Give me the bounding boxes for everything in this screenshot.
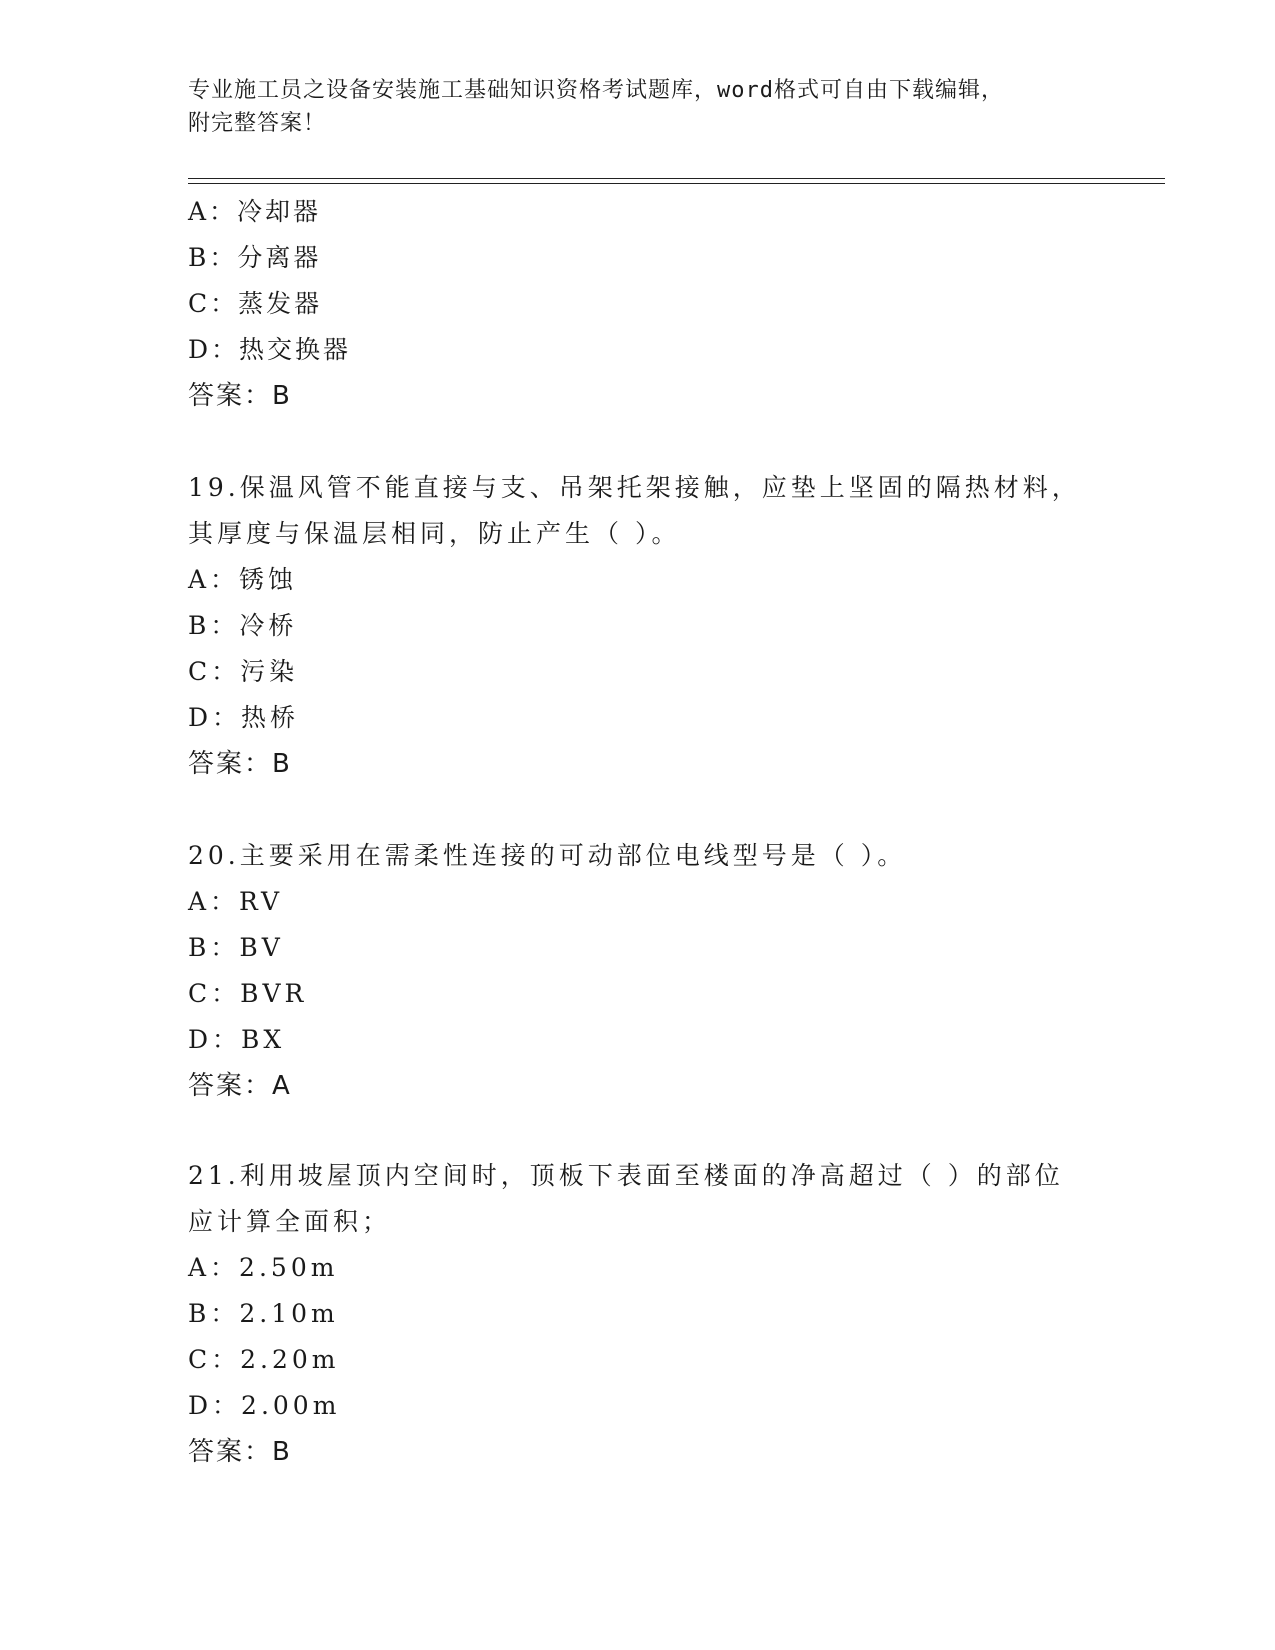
option-c: C：BVR (188, 979, 308, 1008)
option-d: D：BX (188, 1025, 286, 1054)
option-c: C：蒸发器 (188, 289, 323, 318)
option-b: B：冷桥 (188, 611, 298, 640)
answer-line: 答案：B (188, 1437, 292, 1467)
question-19-block (188, 465, 1088, 787)
option-a: A：RV (188, 887, 284, 916)
option-d: D：热交换器 (188, 335, 352, 364)
question-stem-line-2: 其厚度与保温层相同，防止产生（ ）。 (188, 519, 681, 548)
question-stem-line-1: 19.保温风管不能直接与支、吊架托架接触，应垫上坚固的隔热材料， (188, 473, 1081, 502)
question-stem-line-2: 应计算全面积； (188, 1207, 392, 1236)
question-20-block (188, 833, 1088, 1109)
option-b: B：分离器 (188, 243, 322, 272)
question-stem-line-1: 21.利用坡屋顶内空间时，顶板下表面至楼面的净高超过（ ）的部位 (188, 1161, 1064, 1190)
option-a: A：2.50m (188, 1253, 339, 1282)
header-divider-bottom (188, 183, 1165, 184)
question-18-block (188, 189, 1088, 419)
document-header (188, 74, 1088, 140)
answer-line: 答案：A (188, 1071, 292, 1101)
header-line-2: 附完整答案！ (188, 111, 327, 136)
option-c: C：2.20m (188, 1345, 340, 1374)
option-d: D：2.00m (188, 1391, 341, 1420)
answer-line: 答案：B (188, 749, 292, 779)
answer-line: 答案：B (188, 381, 292, 411)
option-d: D：热桥 (188, 703, 300, 732)
header-divider-top (188, 178, 1165, 179)
question-stem-line-1: 20.主要采用在需柔性连接的可动部位电线型号是（ ）。 (188, 841, 907, 870)
question-21-block (188, 1153, 1088, 1475)
option-b: B：BV (188, 933, 284, 962)
option-b: B：2.10m (188, 1299, 339, 1328)
option-c: C：污染 (188, 657, 299, 686)
option-a: A：锈蚀 (188, 565, 298, 594)
option-a: A：冷却器 (188, 197, 322, 226)
header-line-1: 专业施工员之设备安装施工基础知识资格考试题库，word格式可自由下载编辑， (188, 78, 1004, 103)
